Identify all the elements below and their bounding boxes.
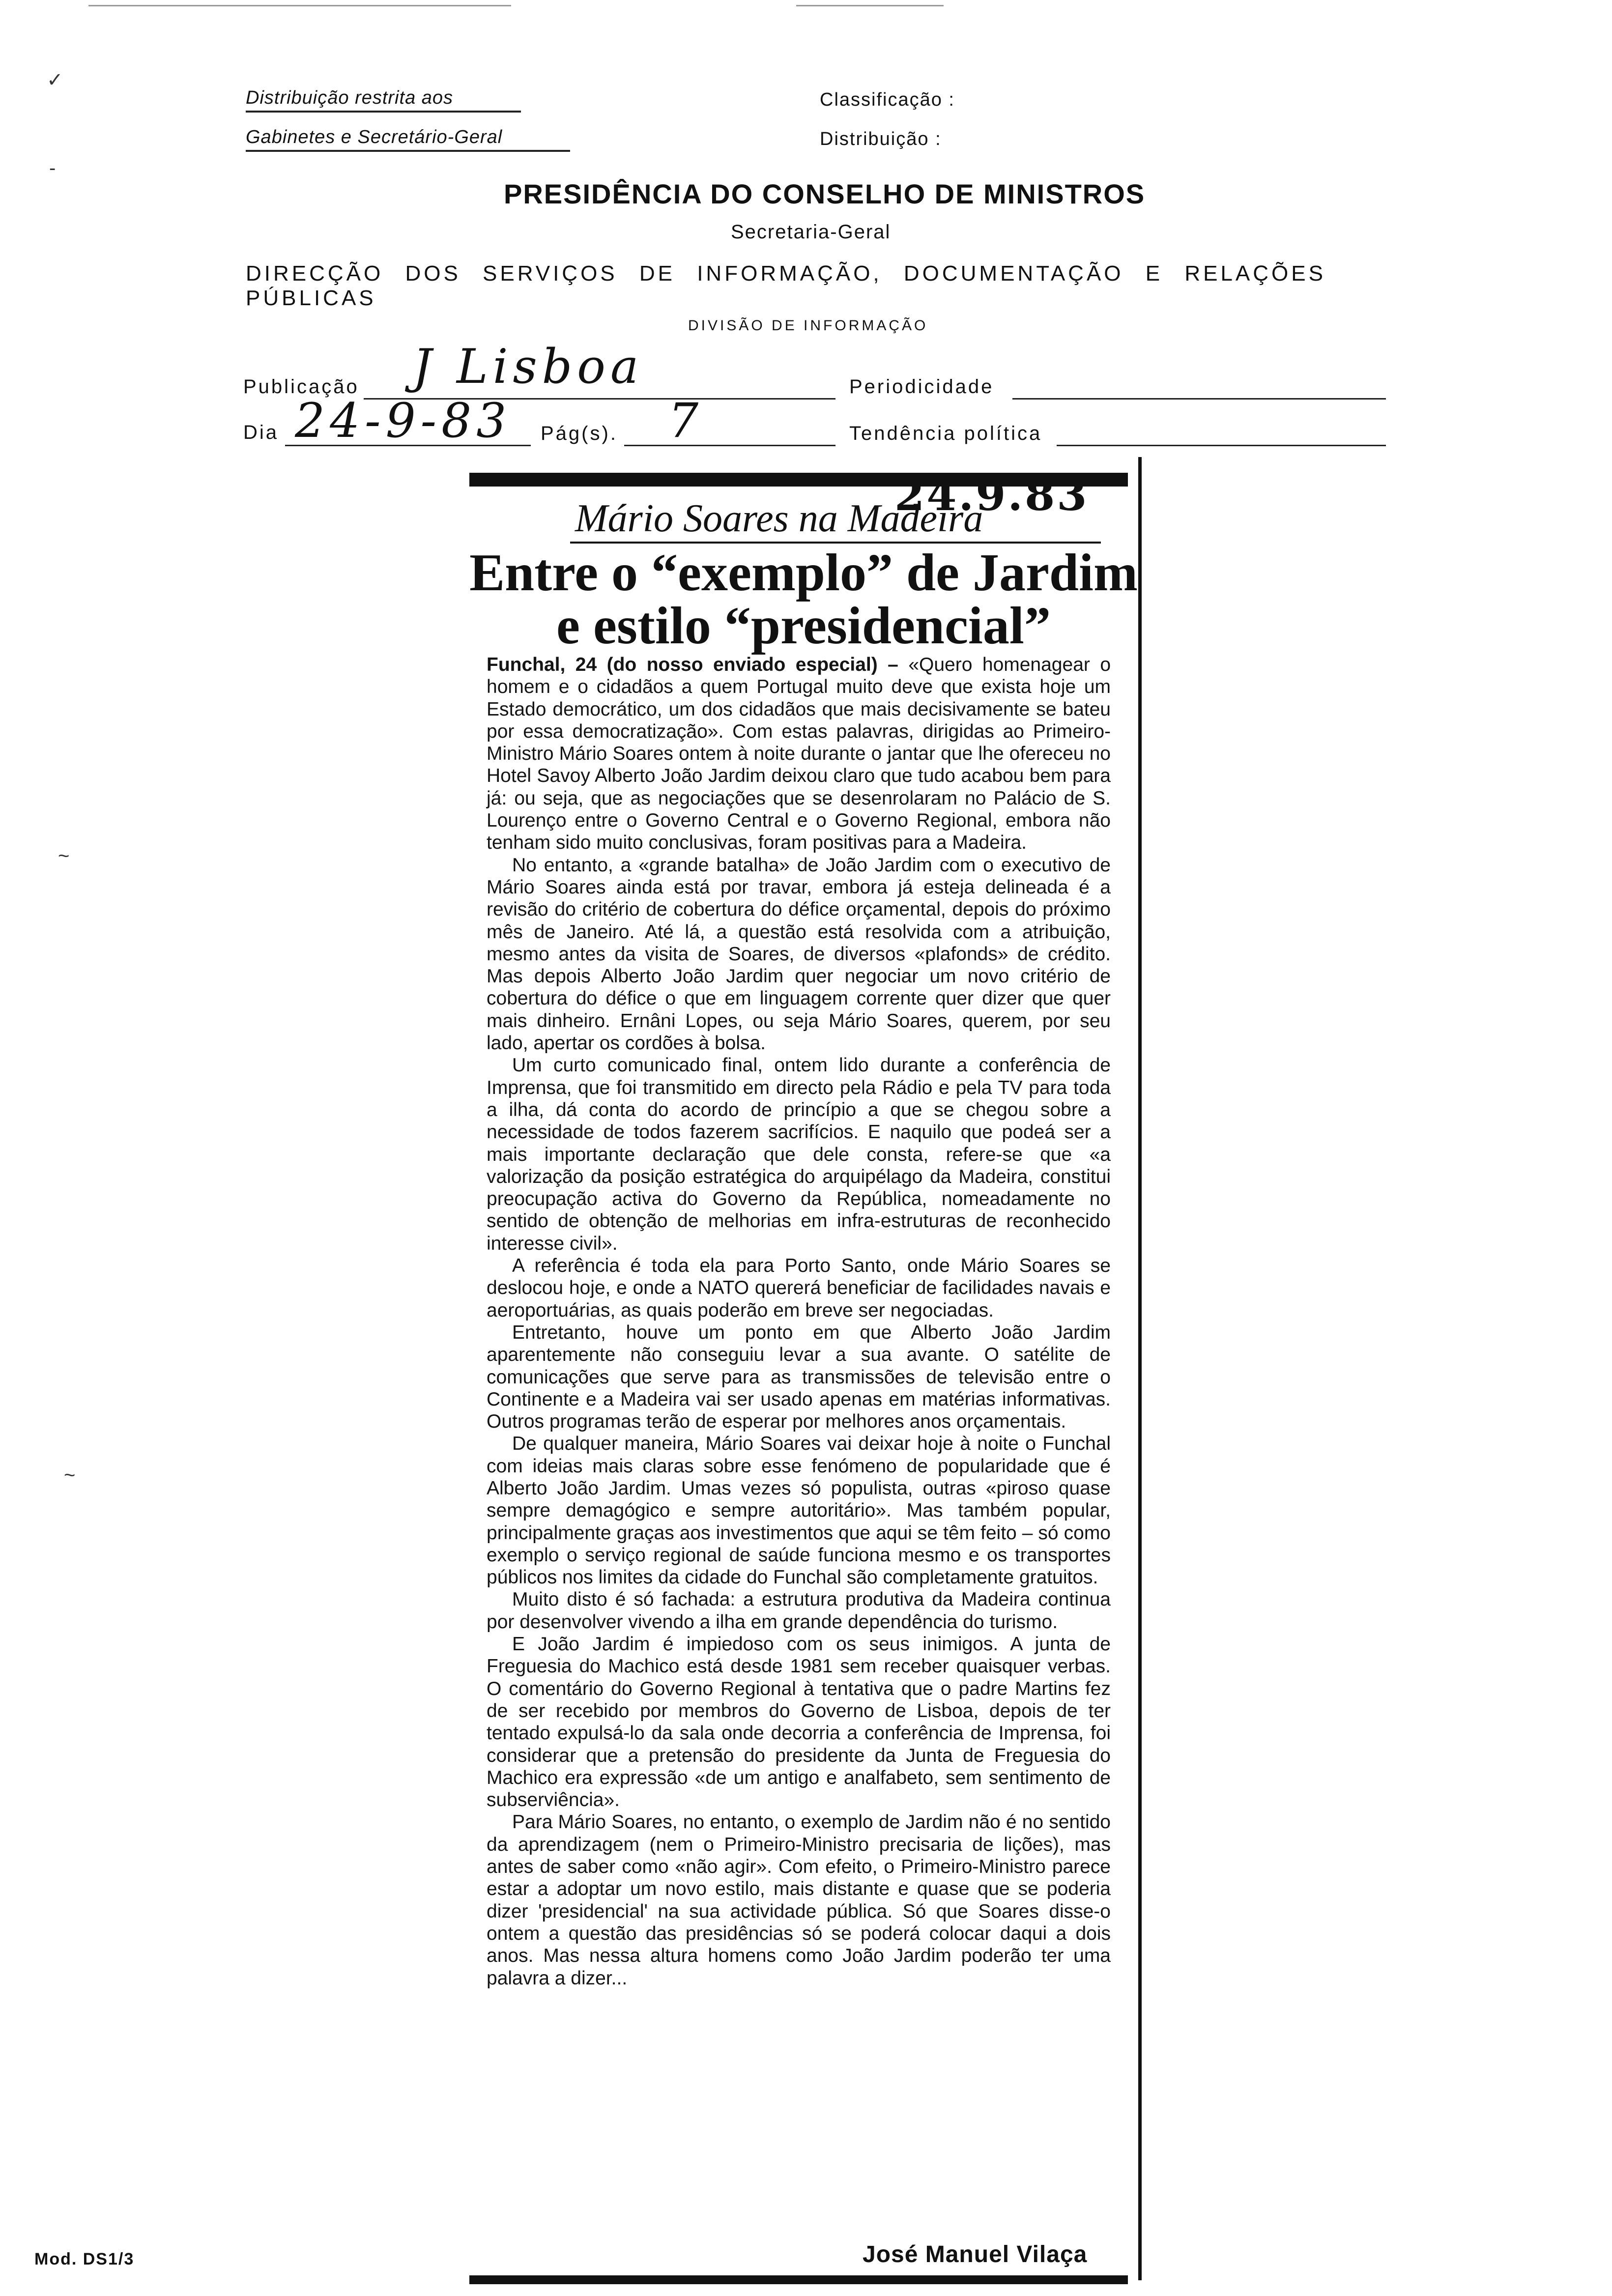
pages-label: Pág(s).: [541, 423, 618, 444]
periodicity-label: Periodicidade: [849, 376, 994, 398]
margin-mark: ✓: [47, 69, 63, 91]
division-title: DIVISÃO DE INFORMAÇÃO: [688, 317, 928, 334]
article-paragraph: No entanto, a «grande batalha» de João Jardim com o executivo de Mário Soares ainda está por travar, embora já esteja delineada é a revisão do critério de cobertura do défice orçamental, depois do próximo mês de Janeiro. Até lá, a questão está resolvida com a atribuição, mesmo antes da visita de Soares, de diversos «plafonds» de crédito. Mas depois Alberto João Jardim quer negociar um novo critério de cobertura do défice o que em linguagem corrente quer dizer que quer mais dinheiro. Ernâni Lopes, ou seja Mário Soares, querem, por seu lado, apertar os cordões à bolsa.: [487, 854, 1111, 1054]
pages-field-line: [624, 445, 835, 446]
classification-label: Classificação :: [820, 89, 955, 110]
article-paragraph: De qualquer maneira, Mário Soares vai deixar hoje à noite o Funchal com ideias mais claras sobre esse fenómeno de popularidade que é Alberto João Jardim. Umas vezes só populista, outras «piroso quase sempre demagógico e sempre autoritário». Mas também popular, principalmente graças aos investimentos que aqui se têm feito – só como exemplo o serviço regional de saúde funciona mesmo e os transportes públicos nos limites da cidade do Funchal são completamente gratuitos.: [487, 1433, 1111, 1588]
directorate-title: DIRECÇÃO DOS SERVIÇOS DE INFORMAÇÃO, DOCUMENTAÇÃO E RELAÇÕES PÚBLICAS: [246, 261, 1326, 310]
margin-mark: ~: [64, 1464, 76, 1486]
article-author: José Manuel Vilaça: [863, 2241, 1088, 2267]
clipping-bottom-rule: [469, 2275, 1128, 2284]
article-paragraph: Para Mário Soares, no entanto, o exemplo de Jardim não é no sentido da aprendizagem (nem o Primeiro-Ministro precisaria de lições), mas antes de saber como «não agir». Com efeito, o Primeiro-Ministro parece estar a adoptar um novo estilo, mais distante e quase que se poderia dizer 'presidencial' na sua actividade pública. Só que Soares disse-o ontem a questão das presidências só se poderá colocar daqui a dois anos. Mas nessa altura homens como João Jardim poderão ter uma palavra a dizer...: [487, 1811, 1111, 1989]
pages-value: 7: [668, 393, 704, 448]
publication-value: J Lisboa: [413, 339, 644, 394]
scan-top-line-left: [88, 5, 511, 6]
form-code: Mod. DS1/3: [34, 2250, 135, 2268]
political-tendency-field-line: [1057, 445, 1386, 446]
periodicity-field-line: [1012, 398, 1386, 400]
restricted-distribution-line-1: Distribuição restrita aos: [246, 87, 521, 113]
article-dateline: Funchal, 24 (do nosso enviado especial) –: [487, 654, 898, 675]
clipping-right-rule: [1138, 457, 1142, 2280]
article-headline-line-1: Entre o “exemplo” de Jardim: [469, 544, 1138, 602]
article-kicker: Mário Soares na Madeira: [575, 497, 983, 540]
presidency-title: PRESIDÊNCIA DO CONSELHO DE MINISTROS: [504, 178, 1146, 209]
article-paragraph: Muito disto é só fachada: a estrutura produtiva da Madeira continua por desenvolver vivendo a ilha em grande dependência do turismo.: [487, 1589, 1111, 1633]
handwritten-date-stamp: 24.9.83: [894, 469, 1089, 520]
scan-top-line-right: [796, 5, 944, 6]
margin-mark: -: [49, 157, 56, 179]
margin-mark: ~: [58, 845, 70, 867]
day-value: 24-9-83: [295, 393, 512, 448]
article-paragraph: E João Jardim é impiedoso com os seus inimigos. A junta de Freguesia do Machico está desde 1981 sem receber quaisquer verbas. O comentário do Governo Regional à tentativa que o padre Martins fez de ser recebido por membros do Governo de Lisboa, depois de ter tentado expulsá-lo da sala onde decorria a conferência de Imprensa, foi considerar que a pretensão do presidente da Junta de Freguesia do Machico era expressão «de um antigo e analfabeto, sem sentimento de subserviência».: [487, 1634, 1111, 1811]
political-tendency-label: Tendência política: [849, 423, 1042, 444]
secretariat-title: Secretaria-Geral: [731, 221, 891, 243]
article-paragraph: Um curto comunicado final, ontem lido durante a conferência de Imprensa, que foi transmitido em directo pela Rádio e pela TV para toda a ilha, dá conta do acordo de princípio a que se chegou sobre a necessidade de todos fazerem sacrifícios. E naquilo que podeá ser a mais importante declaração que dele consta, refere-se que «a valorização da posição estratégica do arquipélago da Madeira, constitui preocupação activa do Governo da República, nomeadamente no sentido de obtenção de melhorias em infra-estruturas de reconhecido interesse civil».: [487, 1055, 1111, 1254]
day-label: Dia: [243, 422, 279, 443]
article-paragraph: Entretanto, houve um ponto em que Alberto João Jardim aparentemente não conseguiu levar a sua avante. O satélite de comunicações que serve para as transmissões de televisão entre o Continente e a Madeira vai ser usado apenas em matérias informativas. Outros programas terão de esperar por melhores anos orçamentais.: [487, 1321, 1111, 1433]
restricted-distribution-line-2: Gabinetes e Secretário-Geral: [246, 127, 570, 152]
article-paragraph-text: «Quero homenagear o homem e o cidadãos a quem Portugal muito deve que exista hoje um Estado democrático, um dos cidadãos que mais decisivamente se bateu por essa democratização». Com estas palavras, dirigidas ao Primeiro-Ministro Mário Soares ontem à noite durante o jantar que lhe ofereceu no Hotel Savoy Alberto João Jardim deixou claro que tudo acabou bem para já: ou seja, que as negociações que se desenrolaram no Palácio de S. Lourenço entre o Governo Central e o Governo Regional, embora não tenham sido muito conclusivas, foram positivas para a Madeira.: [487, 654, 1111, 854]
article-paragraph: [487, 654, 1111, 854]
distribution-label: Distribuição :: [820, 129, 942, 149]
article-body: [487, 654, 1111, 2236]
article-headline-line-2: e estilo “presidencial”: [556, 597, 1051, 655]
article-paragraph: A referência é toda ela para Porto Santo, onde Mário Soares se deslocou hoje, e onde a NATO quererá beneficiar de facilidades navais e aeroportuárias, as quais poderão em breve ser negociadas.: [487, 1255, 1111, 1321]
publication-label: Publicação: [243, 376, 359, 398]
